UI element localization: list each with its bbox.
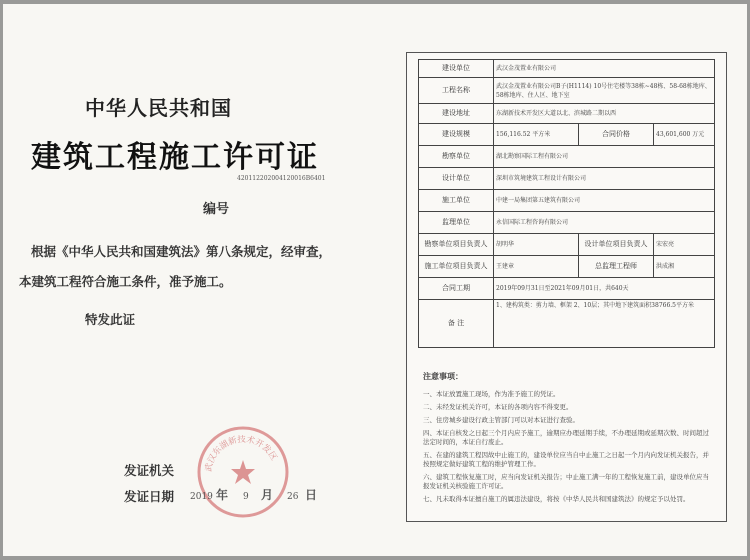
survey-unit-label: 勘察单位: [419, 146, 494, 168]
table-row: [419, 60, 715, 78]
survey-unit-value: 湖北勘察国际工程有限公司: [494, 146, 715, 168]
construction-unit-value: 中建一局集团第五建筑有限公司: [494, 190, 715, 212]
notes-title: 注意事项：: [423, 371, 463, 381]
issue-year: 2019: [190, 492, 213, 502]
note-item: 七、凡未取得本证擅自施工的属违法建设，将按《中华人民共和国建筑法》的规定予以处罚。: [423, 495, 690, 503]
build-unit-value: 武汉金茂置业有限公司: [494, 60, 715, 78]
address-value: 东湖新技术开发区大道以北、滨城路二期以西: [494, 104, 715, 124]
table-row: [419, 190, 715, 212]
table-row: [419, 146, 715, 168]
note-item: 二、未经发证机关许可，本证的各项内容不得变更。: [423, 403, 573, 411]
supervision-unit-label: 监理单位: [419, 212, 494, 234]
chief-engineer-value: 洪成湘: [654, 256, 715, 278]
year-unit: 年: [216, 488, 229, 502]
approval-text: 本建筑工程符合施工条件，准予施工。: [19, 274, 232, 289]
certificate-right-page: [406, 52, 727, 522]
survey-manager-value: 胡明华: [494, 234, 579, 256]
country-name: 中华人民共和国: [85, 96, 232, 120]
table-row: [419, 168, 715, 190]
supervision-unit-value: 永信国际工程咨询有限公司: [494, 212, 715, 234]
construction-manager-value: 王建章: [494, 256, 579, 278]
permit-title: 建筑工程施工许可证: [31, 140, 319, 175]
contract-period-value: 2019年09月31日至2021年09月01日，共640天: [494, 278, 715, 300]
construction-unit-label: 施工单位: [419, 190, 494, 212]
design-unit-value: 深圳市筑境建筑工程设计有限公司: [494, 168, 715, 190]
scale-label: 建设规模: [419, 124, 494, 146]
certificate-number: 420112202004120016B6401: [237, 175, 326, 182]
contract-price-value: 43,601,600 万元: [654, 124, 715, 146]
survey-manager-label: 勘察单位项目负责人: [419, 234, 494, 256]
table-row: [419, 278, 715, 300]
chief-engineer-label: 总监理工程师: [579, 256, 654, 278]
note-item: 一、本证放置施工现场，作为准予施工的凭证。: [423, 390, 560, 398]
contract-period-label: 合同工期: [419, 278, 494, 300]
scale-value: 156,116.52 平方米: [494, 124, 579, 146]
table-row: [419, 78, 715, 104]
table-row: [419, 300, 715, 348]
issue-month: 9: [243, 492, 249, 502]
legal-basis-text: 根据《中华人民共和国建筑法》第八条规定，经审查，: [31, 244, 332, 259]
issuer-label: 发证机关: [124, 463, 175, 478]
document-page: [3, 4, 747, 556]
table-row: [419, 104, 715, 124]
month-unit: 月: [261, 488, 274, 502]
certificate-left-page: [3, 4, 403, 556]
day-unit: 日: [305, 488, 318, 502]
note-item: 六、建筑工程恢复施工时，应当向发证机关报告；中止施工满一年的工程恢复施工前，建设单位应当报发证机关核验施工许可证。: [423, 473, 709, 490]
contract-price-label: 合同价格: [579, 124, 654, 146]
project-name-value: 武汉金茂置业有限公司B子(H1114) 10号住宅楼等38栋~48栋、58-68栋地库、58栋地库、住人区、地下室: [494, 78, 715, 104]
seal-text: 武汉东湖新技术开发区: [203, 434, 279, 473]
project-info-table: [418, 59, 715, 348]
design-manager-value: 宋宏亮: [654, 234, 715, 256]
issue-date-label: 发证日期: [124, 489, 175, 504]
design-unit-label: 设计单位: [419, 168, 494, 190]
table-row: [419, 124, 715, 146]
table-row: [419, 234, 715, 256]
note-item: 五、在建的建筑工程因故中止施工的，建设单位应当自中止施工之日起一个月内向发证机关报告，并按照规定做好建筑工程的维护管理工作。: [423, 451, 709, 468]
project-name-label: 工程名称: [419, 78, 494, 104]
construction-manager-label: 施工单位项目负责人: [419, 256, 494, 278]
address-label: 建设地址: [419, 104, 494, 124]
issue-day: 26: [287, 492, 299, 502]
remarks-value: 1、建构筑类：剪力墙、框架 2、10层；其中地下建筑面积38766.5平方米: [494, 300, 715, 348]
table-row: [419, 256, 715, 278]
note-item: 三、住房城乡建设行政主管部门可以对本证进行查验。: [423, 416, 579, 424]
design-manager-label: 设计单位项目负责人: [579, 234, 654, 256]
table-row: [419, 212, 715, 234]
build-unit-label: 建设单位: [419, 60, 494, 78]
special-issue-text: 特发此证: [85, 312, 136, 327]
official-seal-icon: [193, 422, 293, 522]
note-item: 四、本证自核发之日起三个月内应予施工，逾期应办理延期手续，不办理延期或延期次数、时间超过法定时间的，本证自行废止。: [423, 429, 709, 446]
number-label: 编号: [203, 202, 230, 217]
remarks-label: 备 注: [419, 300, 494, 348]
notes-section: [423, 371, 713, 508]
